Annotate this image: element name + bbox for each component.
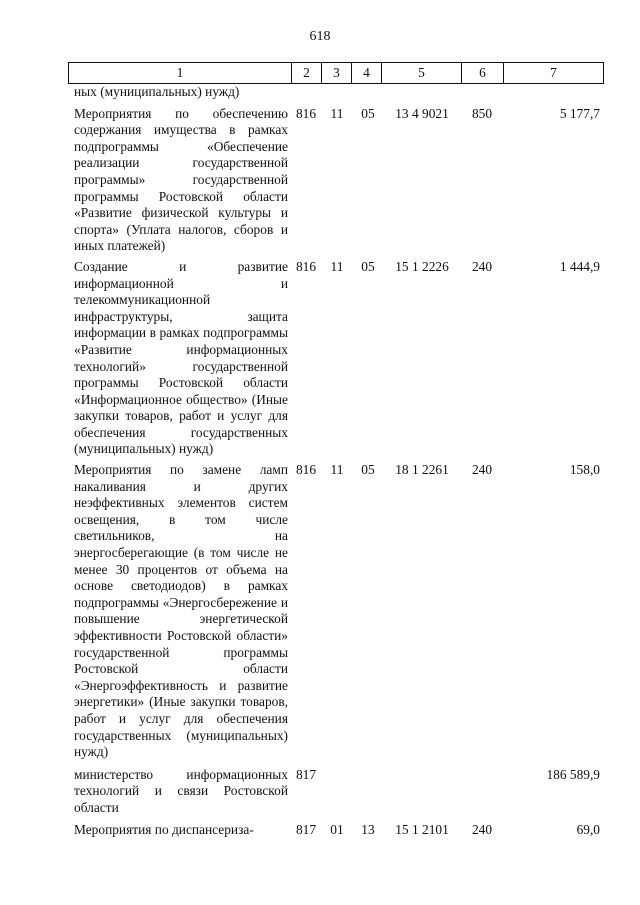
header-col-7: 7 [550,65,557,80]
cell-ministry-code: 817 [295,821,317,837]
header-col-5: 5 [382,63,462,83]
table-row [68,106,604,255]
page-number: 618 [309,29,331,44]
row-name: министерство информационных технологий и связи Ростовской области [74,766,288,815]
cell-target-article: 15 1 2101 [395,821,449,837]
table-row [68,259,604,458]
cell-amount: 158,0 [569,462,600,478]
cell-subsection: 05 [361,462,375,478]
table-row [68,462,604,761]
row-name: Создание и развитие информационной и телекоммуникационной инфраструктуры, защита информации в рамках подпрограммы «Развитие информационных технологий» государственной программы Ростовской области «Информационное общество» (Иные закупки товаров, работ и услуг для обеспечения государственных (муниципальных) нужд) [74,258,288,457]
cell-section: 01 [330,821,344,837]
header-col-4: 4 [352,63,382,83]
cell-target-article: 13 4 9021 [395,105,449,121]
row-name: Мероприятия по замене ламп накаливания и других неэффективных элементов систем освещения, в том числе светильников, на энергосберегающие (в том числе не менее 30 процентов от объема на основе светодиодов) в рамках подпрограммы «Энергосбережение и повышение энергетической эффективности Ростовской области» государственной программы Ростовской области «Энергоэффективность и развитие энергетики» (Иные закупки товаров, работ и услуг для обеспечения государственных (муниципальных) нужд) [74,462,288,760]
header-col-1: 1 [69,63,292,83]
cell-expense-type: 240 [471,821,493,837]
cell-section: 11 [330,462,344,478]
cell-target-article: 18 1 2261 [395,462,449,478]
cell-section: 11 [330,258,344,274]
header-col-3: 3 [322,63,352,83]
cell-ministry-code: 816 [295,105,317,121]
cell-amount: 1 444,9 [559,258,600,274]
row-name: ных (муниципальных) нужд) [74,84,240,99]
table-body [68,84,604,838]
cell-subsection: 05 [361,105,375,121]
cell-amount: 186 589,9 [546,766,600,782]
header-col-2: 2 [292,63,322,83]
cell-ministry-code: 816 [295,462,317,478]
table-row [68,822,604,839]
header-col-6: 6 [462,63,504,83]
cell-subsection: 13 [361,821,375,837]
table-row [68,767,604,817]
cell-amount: 69,0 [576,821,600,837]
cell-section: 11 [330,105,344,121]
cell-amount: 5 177,7 [559,105,600,121]
table-row [68,84,604,101]
table-header [68,62,604,84]
cell-ministry-code: 816 [295,258,317,274]
cell-expense-type: 850 [471,105,493,121]
row-name: Мероприятия по диспансериза- [74,821,254,837]
cell-target-article: 15 1 2226 [395,258,449,274]
cell-ministry-code: 817 [295,766,317,782]
cell-expense-type: 240 [471,258,493,274]
cell-expense-type: 240 [471,462,493,478]
row-name: Мероприятия по обеспечению содержания имущества в рамках подпрограммы «Обеспечение реализации государственной программы» государственной программы Ростовской области «Развитие физической культуры и спорта» (Уплата налогов, сборов и иных платежей) [74,105,288,254]
cell-subsection: 05 [361,258,375,274]
